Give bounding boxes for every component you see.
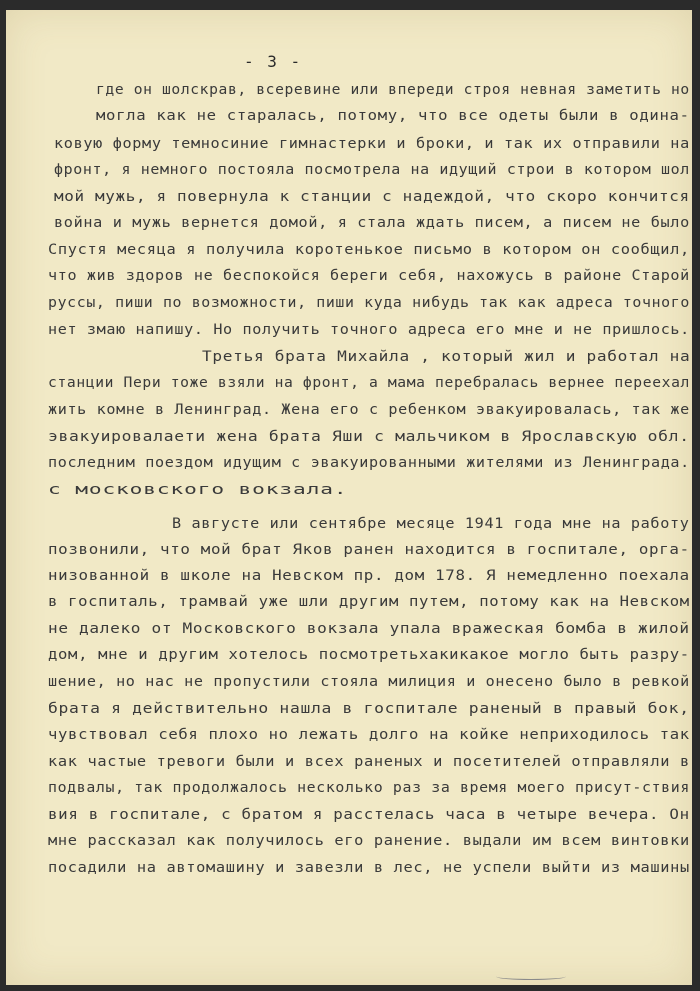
text-line: станции Пери тоже взяли на фронт, а мама перебралась вернее переехал: [48, 375, 690, 391]
text-line: подвалы, так продолжалось несколько раз за время моего присут-ствия: [48, 780, 690, 796]
text-line: не далеко от Московского вокзала упала вражеская бомба в жилой: [48, 621, 690, 637]
text-line: чувствовал себя плохо но лежать долго на койке неприходилось так: [48, 727, 690, 743]
text-line: в госпиталь, трамвай уже шли другим путем, потому как на Невском: [48, 594, 690, 610]
text-line: Третья брата Михайла , который жил и работал на: [202, 349, 691, 365]
text-line: посадили на автомашину и завезли в лес, не успели выйти из машины: [48, 860, 690, 876]
page-number: - 3 -: [244, 52, 303, 71]
text-line: руссы, пиши по возможности, пиши куда нибудь так как адреса точного: [48, 295, 690, 311]
text-line: фронт, я немного постояла посмотрела на идущий строи в котором шол: [54, 162, 690, 178]
text-line: война и мужь вернется домой, я стала ждать писем, а писем не было: [54, 215, 690, 231]
text-line: Спустя месяца я получила коротенькое письмо в котором он сообщил,: [48, 242, 690, 258]
text-line: вия в госпитале, с братом я расстелась часа в четыре вечера. Он: [48, 807, 690, 823]
ink-mark: [496, 973, 566, 980]
text-line: шение, но нас не пропустили стояла милиция и онесено было в ревкой: [48, 674, 690, 690]
text-line: жить комне в Ленинград. Жена его с ребенком эвакуировалась, так же: [48, 402, 690, 418]
text-line: могла как не старалась, потому, что все одеты были в одина-: [96, 108, 690, 124]
text-line: ковую форму темносиние гимнастерки и броки, и так их отправили на: [54, 136, 690, 152]
text-line: нет змаю напишу. Но получить точного адреса его мне и не пришлось.: [48, 322, 690, 338]
text-line: мне рассказал как получилось его ранение. выдали им всем винтовки: [48, 833, 690, 849]
text-line: позвонили, что мой брат Яков ранен находится в госпитале, орга-: [48, 542, 690, 558]
document-page: [6, 10, 692, 985]
text-line: мой мужь, я повернула к станции с надеждой, что скоро кончится: [54, 189, 690, 205]
text-line: где он шолскрав, всеревине или впереди строя невная заметить но: [96, 82, 690, 98]
text-line: что жив здоров не беспокойся береги себя, нахожусь в районе Старой: [48, 268, 690, 284]
text-line: с московского вокзала.: [48, 482, 348, 498]
text-line: дом, мне и другим хотелось посмотретьхакикакое могло быть разру-: [48, 647, 690, 663]
text-line: низованной в школе на Невском пр. дом 178. Я немедленно поехала: [48, 568, 690, 584]
text-line: В августе или сентябре месяце 1941 года мне на работу: [172, 516, 690, 532]
text-line: брата я действительно нашла в госпитале раненый в правый бок,: [48, 701, 690, 717]
text-line: последним поездом идущим с эвакуированными жителями из Ленинграда.: [48, 455, 690, 471]
text-line: как частые тревоги были и всех раненых и посетителей отправляли в: [48, 754, 690, 770]
text-line: эвакуировалаети жена брата Яши с мальчиком в Ярославскую обл.: [48, 429, 690, 445]
